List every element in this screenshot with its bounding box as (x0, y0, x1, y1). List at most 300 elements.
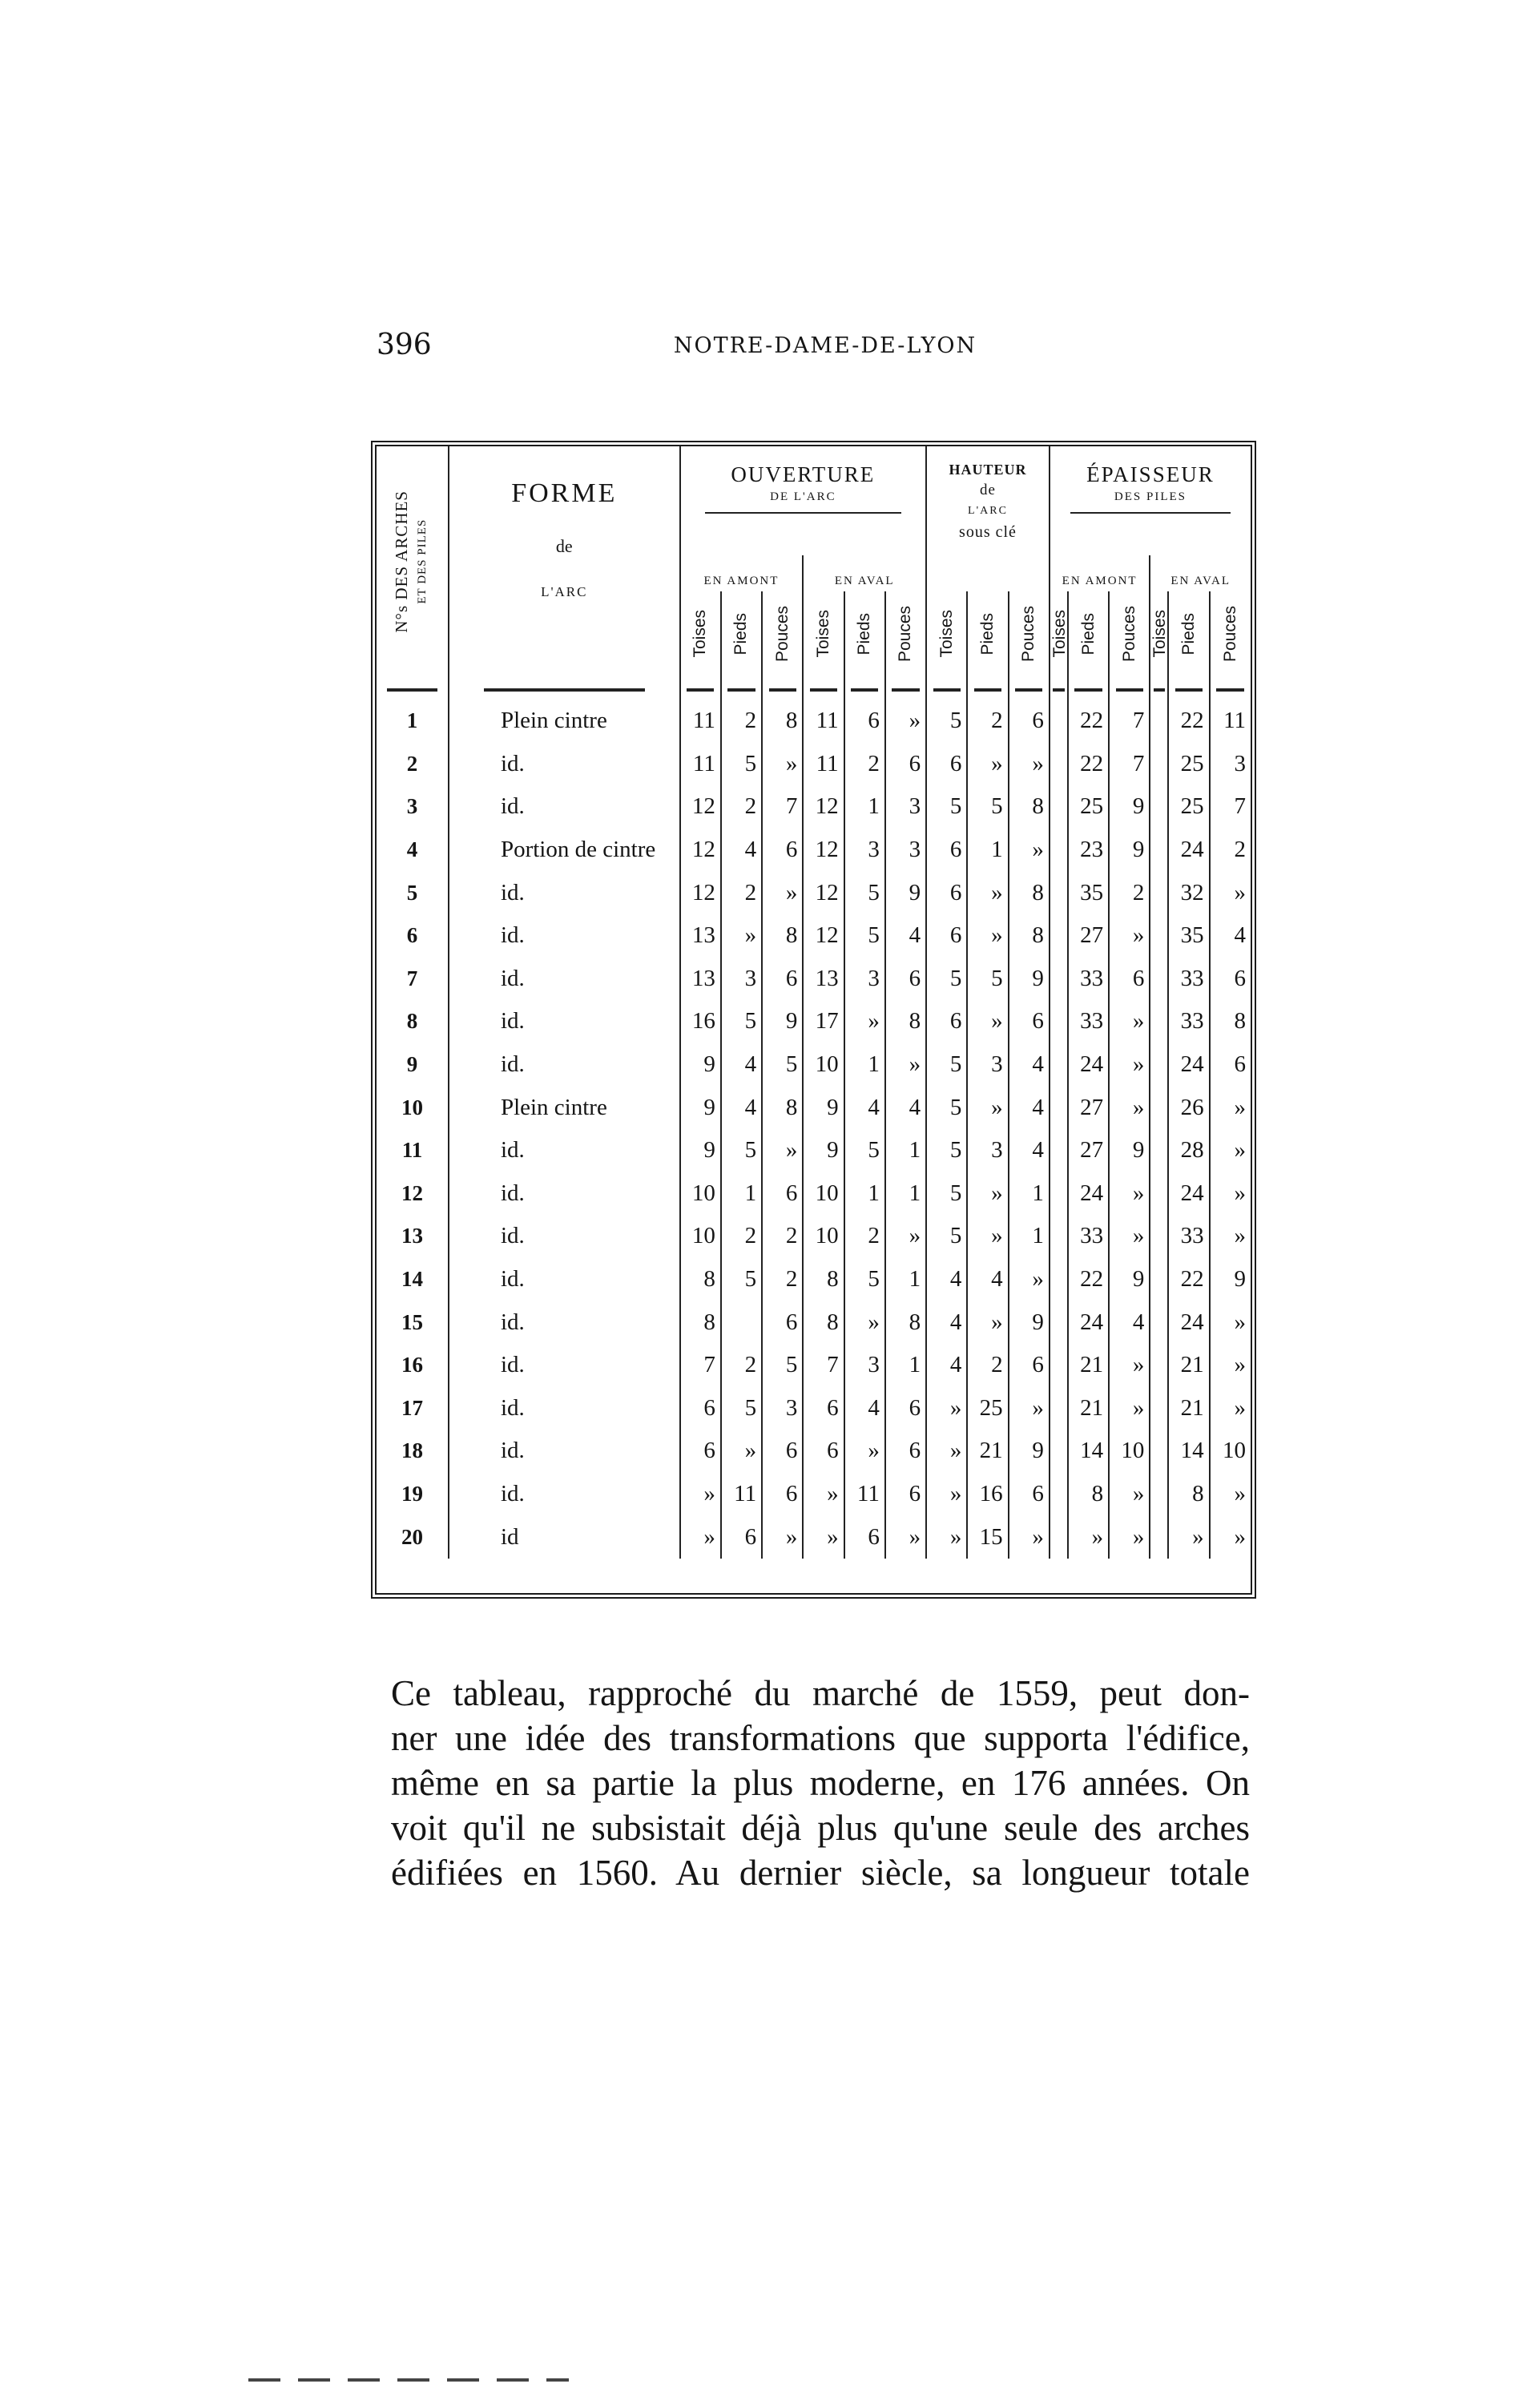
ouverture-amont-pieds: 5 (721, 1258, 762, 1301)
ouverture-aval-toises: 12 (803, 829, 844, 872)
hauteur-pouces: 1 (1009, 1172, 1050, 1216)
epaisseur-amont-pieds: 23 (1068, 829, 1109, 872)
column-spacer (1050, 1344, 1068, 1387)
body-paragraph (391, 1671, 1250, 1895)
unit-pieds: Pieds (967, 591, 1008, 680)
arc-form: id. (449, 1043, 680, 1087)
hauteur-toises: 4 (926, 1301, 967, 1344)
hauteur-pieds: 2 (967, 700, 1008, 743)
column-spacer (1050, 1086, 1068, 1129)
unit-toises: Toises (1150, 591, 1168, 680)
epaisseur-aval-pouces: 8 (1234, 1008, 1246, 1035)
ouverture-amont-pieds: 6 (721, 1515, 762, 1559)
arches-table (371, 441, 1256, 1599)
hauteur-pouces: 9 (1009, 1430, 1050, 1473)
hauteur-pieds: 3 (967, 1129, 1008, 1172)
hauteur-pieds: » (967, 1215, 1008, 1258)
ouverture-amont-pieds: 4 (721, 829, 762, 872)
hauteur-pieds: 4 (967, 1258, 1008, 1301)
ouverture-amont-pouces: 7 (762, 785, 803, 829)
ouverture-aval-toises: 8 (803, 1258, 844, 1301)
epaisseur-aval-pouces: 10 (1223, 1438, 1246, 1464)
epaisseur-amont-pouces: 4 (1109, 1301, 1150, 1344)
ouverture-amont-pouces: 2 (762, 1258, 803, 1301)
ouverture-amont-pieds: 2 (721, 1215, 762, 1258)
table-row (377, 785, 1251, 829)
epaisseur-amont-pieds: 25 (1068, 785, 1109, 829)
epaisseur-aval-pieds: 8 (1168, 1473, 1209, 1516)
ouverture-aval-pouces: 3 (885, 785, 926, 829)
ouverture-amont-pouces: 6 (762, 958, 803, 1001)
arch-number: 5 (377, 871, 449, 914)
ouverture-aval-toises: 11 (803, 743, 844, 786)
ouverture-aval-pieds: » (844, 1000, 885, 1043)
arc-form: Plein cintre (449, 1086, 680, 1129)
ouverture-amont-toises: 13 (680, 958, 721, 1001)
column-spacer (1150, 1043, 1168, 1087)
paragraph-line: ner une idée des transformations que supporta l'édifice, (391, 1718, 1250, 1758)
epaisseur-aval-pouces: 6 (1234, 965, 1246, 991)
epaisseur-amont-pieds: 21 (1068, 1344, 1109, 1387)
ouverture-amont-pouces: » (762, 743, 803, 786)
arch-number: 10 (377, 1086, 449, 1129)
epaisseur-aval-pieds: 24 (1168, 1043, 1209, 1087)
hauteur-pieds: 16 (967, 1473, 1008, 1516)
arc-form: id (449, 1515, 680, 1559)
epaisseur-amont-pieds: 24 (1068, 1301, 1109, 1344)
ouverture-amont-pouces: » (762, 871, 803, 914)
epaisseur-aval-pouces: » (1234, 1523, 1246, 1550)
ouverture-amont-pouces: 3 (762, 1387, 803, 1430)
paragraph-line: Ce tableau, rapproché du marché de 1559, peut don- (391, 1673, 1250, 1713)
arch-number: 1 (377, 700, 449, 743)
epaisseur-amont-pouces: 2 (1109, 871, 1150, 914)
unit-pieds: Pieds (844, 591, 885, 680)
epaisseur-aval-pouces: 7 (1234, 793, 1246, 820)
epaisseur-amont-pouces: 9 (1109, 1129, 1150, 1172)
column-spacer (1150, 1473, 1168, 1516)
hauteur-toises: 6 (926, 914, 967, 958)
epaisseur-amont-pieds: 22 (1068, 700, 1109, 743)
ouverture-amont-toises: 8 (680, 1301, 721, 1344)
hauteur-toises: 5 (926, 1172, 967, 1216)
hauteur-pieds: 25 (967, 1387, 1008, 1430)
column-spacer (1050, 1258, 1068, 1301)
epaisseur-aval-pouces: » (1234, 1352, 1246, 1378)
table-row (377, 1473, 1251, 1516)
ouverture-aval-pouces: » (885, 1515, 926, 1559)
hauteur-pieds: » (967, 1301, 1008, 1344)
column-spacer (1150, 1129, 1168, 1172)
epaisseur-amont-pieds: 35 (1068, 871, 1109, 914)
ouverture-amont-pouces: 8 (762, 700, 803, 743)
ouverture-aval-pieds: 11 (844, 1473, 885, 1516)
hauteur-toises: 5 (926, 1086, 967, 1129)
epaisseur-aval-pieds: 22 (1168, 700, 1209, 743)
epaisseur-amont-pouces: » (1109, 1387, 1150, 1430)
column-spacer (1150, 871, 1168, 914)
paragraph-line: même en sa partie la plus moderne, en 176 années. On (391, 1763, 1250, 1803)
epaisseur-aval-pieds: 24 (1168, 1301, 1209, 1344)
epaisseur-amont-pieds: 14 (1068, 1430, 1109, 1473)
hauteur-pouces: » (1009, 1515, 1050, 1559)
arch-number: 19 (377, 1473, 449, 1516)
unit-pieds: Pieds (1168, 591, 1209, 680)
hauteur-pouces: 4 (1009, 1129, 1050, 1172)
arch-number: 13 (377, 1215, 449, 1258)
hauteur-pouces: 4 (1009, 1086, 1050, 1129)
table-row (377, 1515, 1251, 1559)
table-row (377, 1215, 1251, 1258)
epaisseur-aval-pieds: 25 (1168, 785, 1209, 829)
hauteur-pieds: 21 (967, 1430, 1008, 1473)
epaisseur-aval-pieds: 25 (1168, 743, 1209, 786)
epaisseur-amont-pieds: 27 (1068, 1129, 1109, 1172)
ouverture-amont-pouces: 6 (762, 829, 803, 872)
hauteur-pouces: 9 (1009, 958, 1050, 1001)
epaisseur-aval-pieds: 22 (1168, 1258, 1209, 1301)
column-spacer (1150, 958, 1168, 1001)
ouverture-aval-pieds: 1 (844, 1172, 885, 1216)
ouverture-amont-toises: 7 (680, 1344, 721, 1387)
unit-toises: Toises (1050, 591, 1068, 680)
ouverture-amont-toises: 12 (680, 871, 721, 914)
ouverture-aval-pouces: 1 (885, 1344, 926, 1387)
ouverture-aval-toises: 12 (803, 785, 844, 829)
epaisseur-aval-pieds: 24 (1168, 829, 1209, 872)
unit-toises: Toises (926, 591, 967, 680)
epaisseur-aval-pouces: » (1234, 1137, 1246, 1164)
hauteur-toises: 5 (926, 1215, 967, 1258)
ouverture-aval-pieds: 3 (844, 1344, 885, 1387)
ouverture-amont-pouces: » (762, 1515, 803, 1559)
epaisseur-amont-pouces: 7 (1109, 700, 1150, 743)
arc-form: id. (449, 1172, 680, 1216)
ouverture-aval-pouces: 1 (885, 1129, 926, 1172)
ouverture-aval-pieds: 5 (844, 914, 885, 958)
header-hauteur: HAUTEUR de L'ARC sous clé (926, 446, 1050, 591)
hauteur-toises: » (926, 1473, 967, 1516)
column-spacer (1150, 1344, 1168, 1387)
header-ouverture-aval: EN AVAL (803, 555, 926, 591)
ouverture-aval-pouces: 6 (885, 1473, 926, 1516)
arc-form: id. (449, 1258, 680, 1301)
epaisseur-aval-pouces: » (1234, 1309, 1246, 1335)
epaisseur-aval-pieds: 26 (1168, 1086, 1209, 1129)
ouverture-amont-pieds: 2 (721, 700, 762, 743)
header-ouverture-amont: EN AMONT (680, 555, 804, 591)
ouverture-aval-toises: 6 (803, 1430, 844, 1473)
ouverture-aval-pieds: 1 (844, 1043, 885, 1087)
epaisseur-amont-pieds: 8 (1068, 1473, 1109, 1516)
ouverture-amont-pouces: 5 (762, 1344, 803, 1387)
ouverture-aval-pouces: 8 (885, 1000, 926, 1043)
table-row (377, 700, 1251, 743)
column-spacer (1150, 1172, 1168, 1216)
ouverture-amont-toises: 9 (680, 1129, 721, 1172)
ouverture-aval-toises: » (803, 1515, 844, 1559)
epaisseur-aval-pouces: 11 (1223, 708, 1246, 734)
header-epaisseur-amont: EN AMONT (1050, 555, 1150, 591)
unit-pouces: Pouces (1009, 591, 1050, 680)
arch-number: 9 (377, 1043, 449, 1087)
hauteur-toises: » (926, 1515, 967, 1559)
ouverture-aval-toises: 11 (803, 700, 844, 743)
ouverture-aval-pieds: 3 (844, 829, 885, 872)
ouverture-amont-toises: 6 (680, 1430, 721, 1473)
arc-form: id. (449, 785, 680, 829)
arc-form: id. (449, 914, 680, 958)
ouverture-amont-pieds: » (721, 914, 762, 958)
hauteur-toises: 6 (926, 743, 967, 786)
unit-pieds: Pieds (721, 591, 762, 680)
column-spacer (1150, 785, 1168, 829)
paragraph-line: voit qu'il ne subsistait déjà plus qu'une seule des arches (391, 1808, 1250, 1848)
epaisseur-amont-pieds: 33 (1068, 1215, 1109, 1258)
ouverture-aval-pouces: 1 (885, 1172, 926, 1216)
column-spacer (1150, 1215, 1168, 1258)
running-title: NOTRE-DAME-DE-LYON (673, 333, 977, 358)
unit-pouces: Pouces (1220, 606, 1239, 663)
column-spacer (1150, 1430, 1168, 1473)
ouverture-aval-pouces: 6 (885, 1387, 926, 1430)
arch-number: 12 (377, 1172, 449, 1216)
column-spacer (1150, 1387, 1168, 1430)
hauteur-pieds: » (967, 914, 1008, 958)
column-spacer (1150, 829, 1168, 872)
column-spacer (1050, 1172, 1068, 1216)
column-spacer (1050, 1515, 1068, 1559)
epaisseur-aval-pieds: 33 (1168, 1215, 1209, 1258)
hauteur-pieds: » (967, 871, 1008, 914)
hauteur-toises: » (926, 1430, 967, 1473)
table-row (377, 1301, 1251, 1344)
epaisseur-amont-pieds: 24 (1068, 1043, 1109, 1087)
epaisseur-amont-pieds: 27 (1068, 914, 1109, 958)
epaisseur-amont-pieds: 24 (1068, 1172, 1109, 1216)
hauteur-pieds: 1 (967, 829, 1008, 872)
ouverture-amont-pieds: 2 (721, 1344, 762, 1387)
column-spacer (1050, 1129, 1068, 1172)
table-row (377, 958, 1251, 1001)
hauteur-pouces: 4 (1009, 1043, 1050, 1087)
unit-pouces: Pouces (885, 591, 926, 680)
hauteur-pieds: » (967, 1172, 1008, 1216)
ouverture-aval-toises: 13 (803, 958, 844, 1001)
ouverture-aval-pouces: 8 (885, 1301, 926, 1344)
epaisseur-amont-pouces: 10 (1109, 1430, 1150, 1473)
column-spacer (1050, 871, 1068, 914)
ouverture-aval-pieds: 4 (844, 1086, 885, 1129)
epaisseur-aval-pieds: 32 (1168, 871, 1209, 914)
arc-form: id. (449, 1000, 680, 1043)
arch-number: 17 (377, 1387, 449, 1430)
epaisseur-aval-pouces: » (1234, 1180, 1246, 1206)
ouverture-amont-pieds: 5 (721, 1387, 762, 1430)
hauteur-toises: 6 (926, 829, 967, 872)
column-spacer (1150, 743, 1168, 786)
column-spacer (1050, 1215, 1068, 1258)
ouverture-amont-toises: 10 (680, 1215, 721, 1258)
ouverture-amont-pieds: 2 (721, 871, 762, 914)
ouverture-amont-pieds: 2 (721, 785, 762, 829)
column-spacer (1050, 743, 1068, 786)
hauteur-toises: 6 (926, 871, 967, 914)
epaisseur-aval-pieds: » (1168, 1515, 1209, 1559)
epaisseur-aval-pouces: » (1234, 879, 1246, 906)
header-forme: FORME de L'ARC (449, 446, 680, 680)
ouverture-amont-toises: 12 (680, 785, 721, 829)
column-spacer (1050, 1430, 1068, 1473)
ouverture-amont-pieds: » (721, 1430, 762, 1473)
ouverture-amont-toises: 12 (680, 829, 721, 872)
ouverture-aval-pieds: 2 (844, 1215, 885, 1258)
column-spacer (1050, 700, 1068, 743)
arch-number: 2 (377, 743, 449, 786)
epaisseur-aval-pieds: 35 (1168, 914, 1209, 958)
ouverture-amont-toises: 11 (680, 700, 721, 743)
ouverture-aval-pouces: 3 (885, 829, 926, 872)
epaisseur-amont-pouces: » (1109, 1515, 1150, 1559)
ouverture-amont-pouces: 8 (762, 914, 803, 958)
epaisseur-amont-pouces: 9 (1109, 829, 1150, 872)
table-row (377, 871, 1251, 914)
hauteur-pouces: » (1009, 829, 1050, 872)
arc-form: id. (449, 1215, 680, 1258)
epaisseur-amont-pouces: » (1109, 914, 1150, 958)
hauteur-pieds: 15 (967, 1515, 1008, 1559)
table-row (377, 1344, 1251, 1387)
epaisseur-amont-pieds: 33 (1068, 958, 1109, 1001)
column-spacer (1050, 785, 1068, 829)
arch-number: 14 (377, 1258, 449, 1301)
page-header (377, 329, 1274, 377)
ouverture-amont-toises: » (680, 1515, 721, 1559)
ouverture-aval-toises: » (803, 1473, 844, 1516)
ouverture-aval-toises: 10 (803, 1043, 844, 1087)
arch-number: 8 (377, 1000, 449, 1043)
ouverture-aval-pouces: » (885, 1043, 926, 1087)
ouverture-aval-pieds: 3 (844, 958, 885, 1001)
column-spacer (1050, 1000, 1068, 1043)
arc-form: Plein cintre (449, 700, 680, 743)
arc-form: id. (449, 1301, 680, 1344)
ouverture-amont-toises: 9 (680, 1043, 721, 1087)
epaisseur-amont-pieds: 22 (1068, 743, 1109, 786)
ouverture-amont-pouces: » (762, 1129, 803, 1172)
column-spacer (1150, 700, 1168, 743)
paragraph-line: édifiées en 1560. Au dernier siècle, sa longueur totale (391, 1853, 1250, 1893)
hauteur-pouces: » (1009, 1258, 1050, 1301)
hauteur-toises: 5 (926, 1129, 967, 1172)
column-spacer (1050, 1301, 1068, 1344)
ouverture-aval-toises: 12 (803, 871, 844, 914)
ouverture-aval-pieds: 1 (844, 785, 885, 829)
epaisseur-aval-pouces: » (1234, 1394, 1246, 1421)
hauteur-pouces: 6 (1009, 1000, 1050, 1043)
arch-number: 11 (377, 1129, 449, 1172)
epaisseur-aval-pouces: » (1234, 1223, 1246, 1249)
column-spacer (1150, 1301, 1168, 1344)
table-row (377, 1387, 1251, 1430)
ouverture-aval-pouces: » (885, 700, 926, 743)
hauteur-pouces: 9 (1009, 1301, 1050, 1344)
epaisseur-amont-pieds: 21 (1068, 1387, 1109, 1430)
table-row (377, 1000, 1251, 1043)
ouverture-aval-pouces: 6 (885, 743, 926, 786)
ouverture-aval-pieds: 5 (844, 1129, 885, 1172)
table-body (377, 700, 1251, 1559)
ouverture-amont-pieds (721, 1301, 762, 1344)
ouverture-amont-toises: 13 (680, 914, 721, 958)
hauteur-toises: 5 (926, 1043, 967, 1087)
ouverture-aval-pieds: 5 (844, 871, 885, 914)
arch-number: 7 (377, 958, 449, 1001)
epaisseur-amont-pouces: » (1109, 1344, 1150, 1387)
ouverture-aval-pouces: 6 (885, 1430, 926, 1473)
column-spacer (1050, 914, 1068, 958)
epaisseur-aval-pouces: 3 (1234, 750, 1246, 776)
epaisseur-aval-pieds: 28 (1168, 1129, 1209, 1172)
ouverture-aval-pouces: 9 (885, 871, 926, 914)
hauteur-pieds: 5 (967, 958, 1008, 1001)
ouverture-aval-pieds: 2 (844, 743, 885, 786)
table-row (377, 1043, 1251, 1087)
hauteur-pieds: 5 (967, 785, 1008, 829)
ouverture-amont-pouces: 2 (762, 1215, 803, 1258)
ouverture-amont-pieds: 11 (721, 1473, 762, 1516)
hauteur-pouces: 6 (1009, 1344, 1050, 1387)
epaisseur-aval-pieds: 24 (1168, 1172, 1209, 1216)
ouverture-amont-pieds: 5 (721, 1000, 762, 1043)
table-row (377, 743, 1251, 786)
ouverture-aval-pouces: 4 (885, 1086, 926, 1129)
header-ouverture: OUVERTURE DE L'ARC (680, 446, 927, 555)
arch-number: 20 (377, 1515, 449, 1559)
ouverture-aval-pouces: 4 (885, 914, 926, 958)
arc-form: id. (449, 743, 680, 786)
ouverture-amont-toises: » (680, 1473, 721, 1516)
epaisseur-aval-pouces: » (1234, 1094, 1246, 1120)
arch-number: 16 (377, 1344, 449, 1387)
ouverture-amont-pouces: 5 (762, 1043, 803, 1087)
arc-form: id. (449, 1344, 680, 1387)
epaisseur-aval-pieds: 33 (1168, 1000, 1209, 1043)
table-row (377, 914, 1251, 958)
ouverture-aval-pieds: 6 (844, 700, 885, 743)
page-number: 396 (377, 329, 432, 361)
header-arch-number: N°s DES ARCHES ET DES PILES (377, 446, 449, 680)
ouverture-amont-pouces: 9 (762, 1000, 803, 1043)
header-epaisseur-aval: EN AVAL (1170, 575, 1231, 588)
ouverture-aval-pieds: 6 (844, 1515, 885, 1559)
arc-form: Portion de cintre (449, 829, 680, 872)
arc-form: id. (449, 1473, 680, 1516)
epaisseur-amont-pouces: 7 (1109, 743, 1150, 786)
hauteur-pieds: » (967, 743, 1008, 786)
column-spacer (1050, 829, 1068, 872)
epaisseur-amont-pouces: » (1109, 1172, 1150, 1216)
arch-number: 3 (377, 785, 449, 829)
ouverture-aval-pouces: » (885, 1215, 926, 1258)
arc-form: id. (449, 958, 680, 1001)
ouverture-aval-pieds: » (844, 1430, 885, 1473)
column-spacer (1150, 1515, 1168, 1559)
footer-dashes (248, 2378, 569, 2382)
ouverture-amont-toises: 8 (680, 1258, 721, 1301)
epaisseur-amont-pouces: » (1109, 1000, 1150, 1043)
ouverture-amont-toises: 16 (680, 1000, 721, 1043)
